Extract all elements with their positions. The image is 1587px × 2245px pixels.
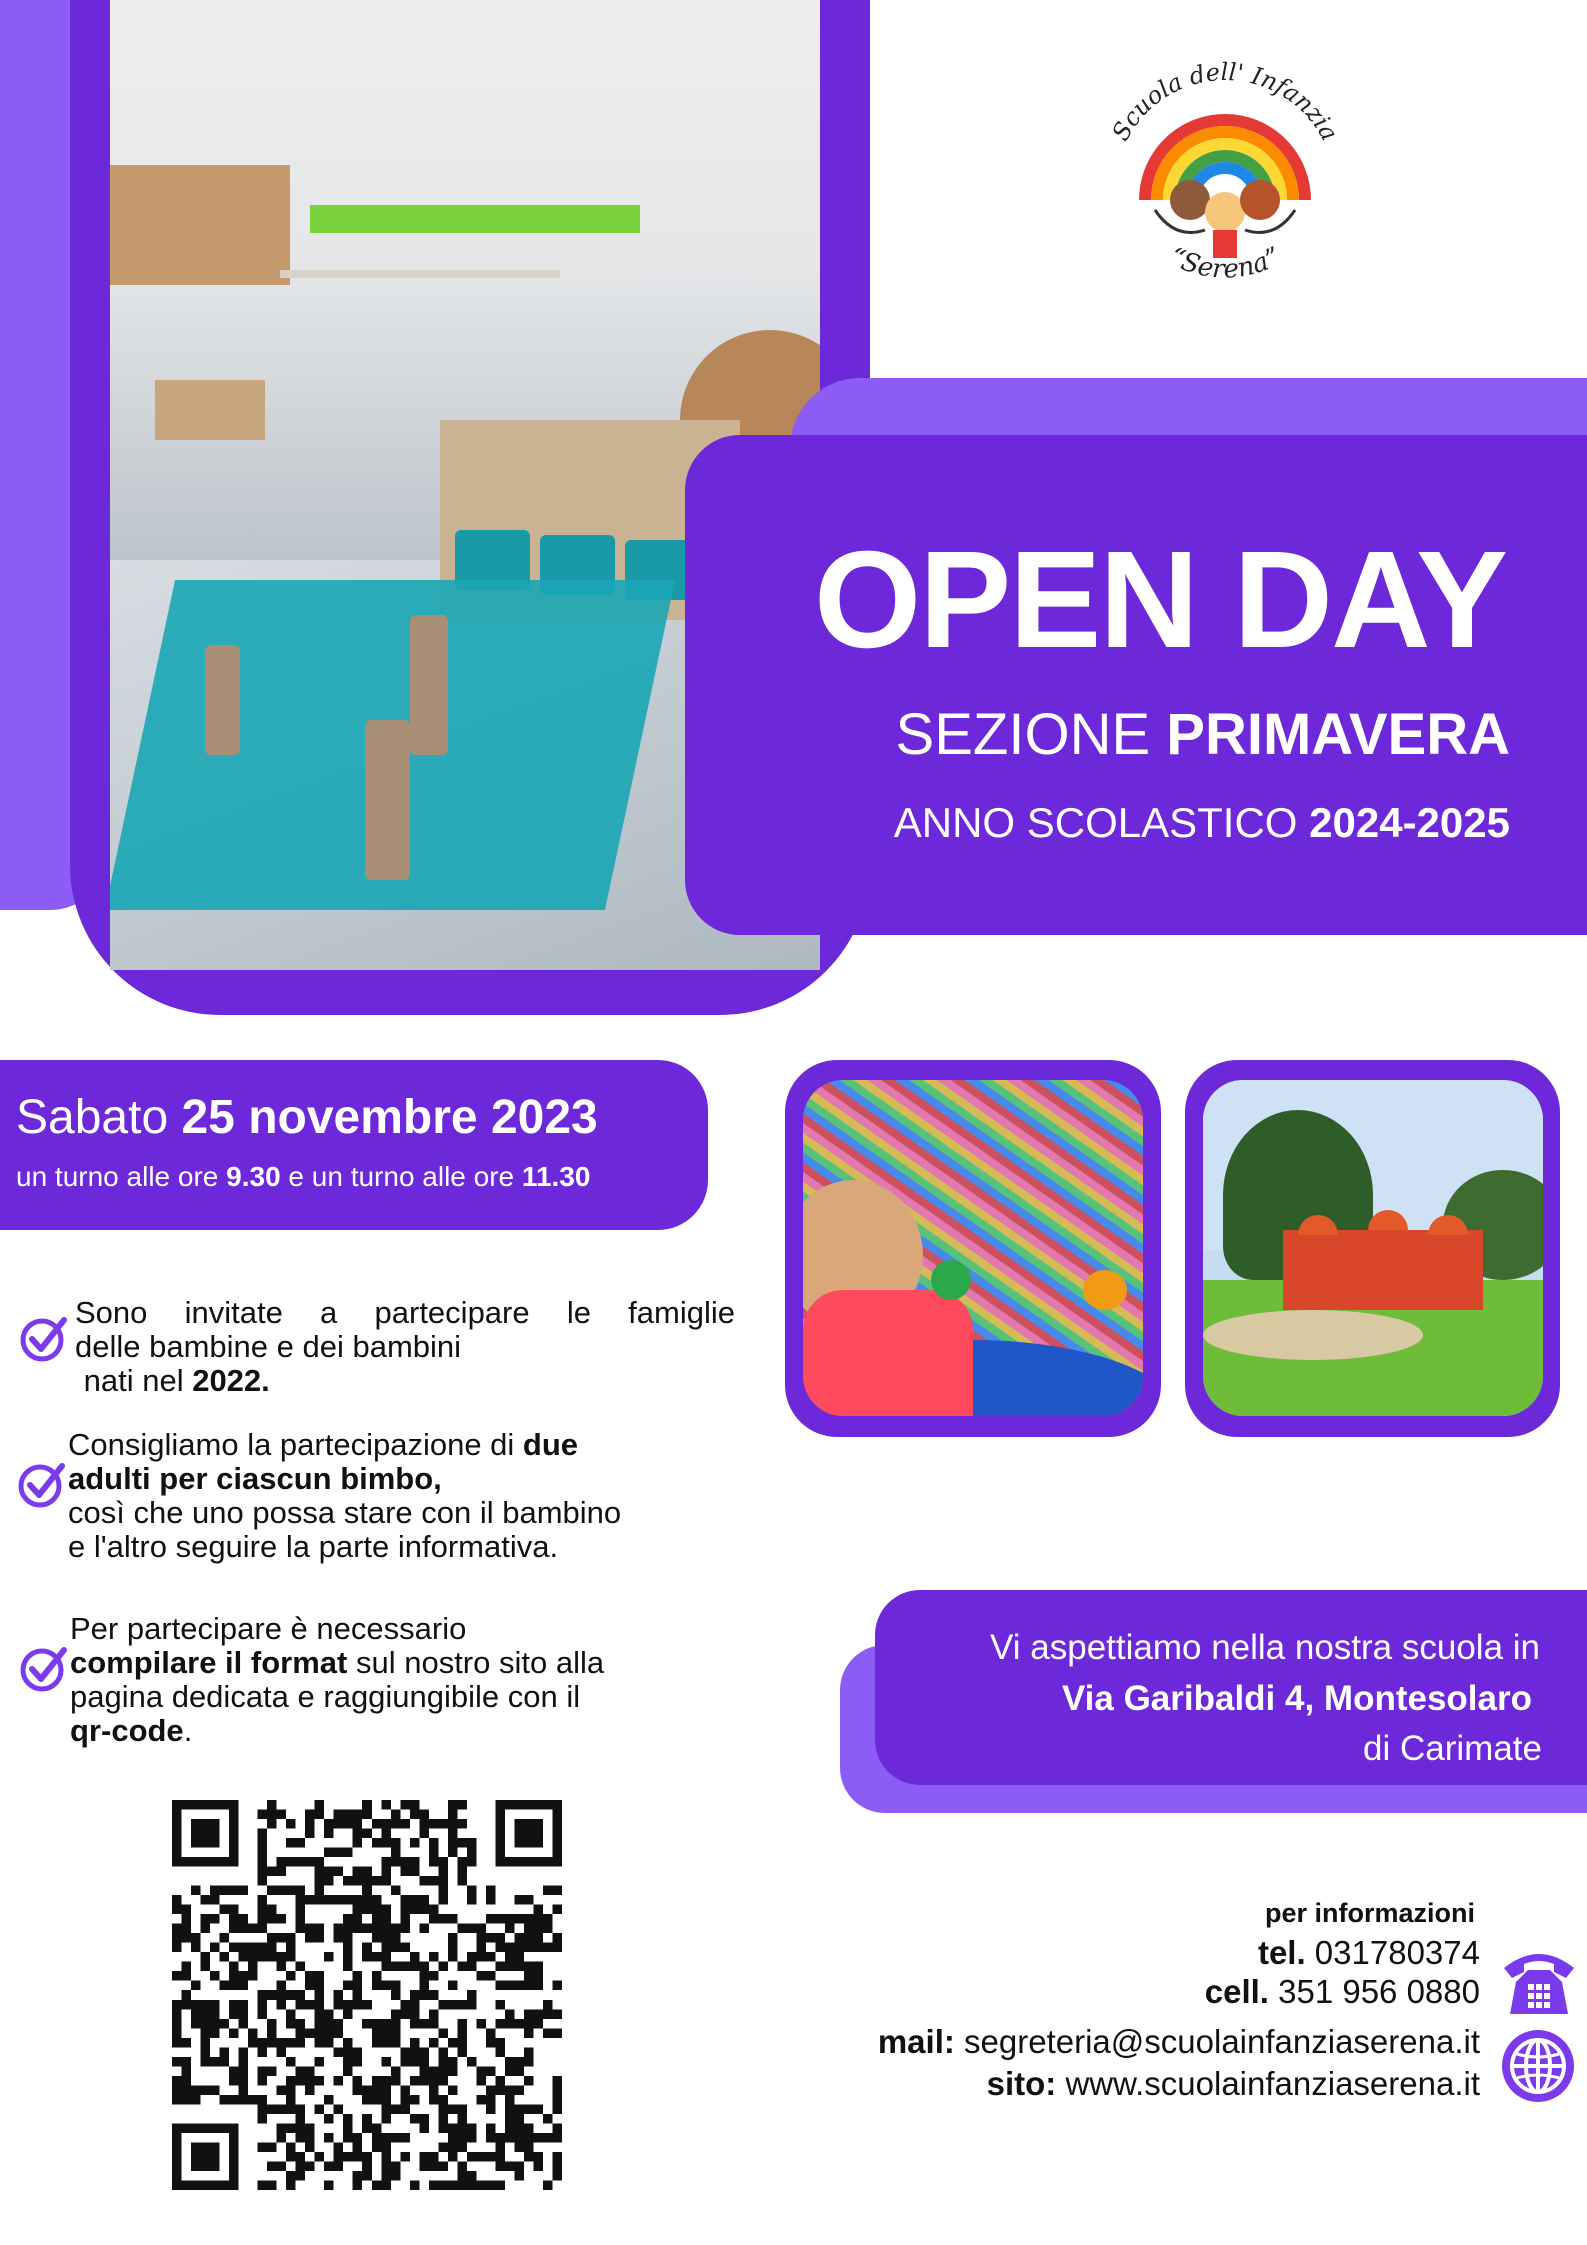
bullet-year: 2022. xyxy=(192,1363,270,1398)
check-circle-icon xyxy=(18,1312,70,1364)
photo-corkboard xyxy=(110,165,290,285)
qr-code[interactable] xyxy=(172,1800,562,2190)
svg-text:“Serena”: “Serena” xyxy=(1164,241,1286,285)
tel-label: tel. xyxy=(1257,1934,1306,1971)
bullet-participation xyxy=(68,1428,748,1564)
bullet-line: Per partecipare è necessario xyxy=(70,1611,467,1646)
school-year xyxy=(770,795,1510,851)
svg-text:Scuola dell' Infanzia: Scuola dell' Infanzia xyxy=(1106,57,1344,146)
check-circle-icon xyxy=(18,1642,70,1694)
mail-value: segreteria@scuolainfanziaserena.it xyxy=(954,2023,1480,2060)
address-street: Via Garibaldi 4, Montesolaro xyxy=(1061,1679,1532,1718)
bullet-registration xyxy=(70,1612,710,1748)
event-day: Sabato xyxy=(16,1091,182,1144)
year-value: 2024-2025 xyxy=(1309,799,1510,846)
mail-label: mail: xyxy=(877,2023,955,2060)
year-prefix: ANNO SCOLASTICO xyxy=(893,799,1310,846)
cell-label: cell. xyxy=(1204,1973,1269,2010)
email-link[interactable] xyxy=(700,2022,1480,2062)
school-logo xyxy=(1085,40,1365,320)
bullet-line: e l'altro seguire la parte informativa. xyxy=(68,1529,559,1564)
mobile-number[interactable] xyxy=(900,1972,1480,2012)
photo-cardboard-tube xyxy=(365,720,410,880)
event-shifts xyxy=(16,1158,590,1196)
open-day-banner xyxy=(685,435,1587,935)
address-intro: Vi aspettiamo nella nostra scuola in xyxy=(990,1628,1540,1667)
photo-cardboard-tube xyxy=(205,645,240,755)
bullet-line: delle bambine e dei bambini xyxy=(75,1329,462,1364)
shift-text: e un turno alle ore xyxy=(280,1161,522,1192)
website-link[interactable] xyxy=(700,2064,1480,2104)
bullet-line: . xyxy=(183,1713,193,1748)
check-circle-icon xyxy=(16,1458,68,1510)
photo-small-table xyxy=(155,380,265,440)
photo-play-structure xyxy=(1283,1230,1483,1310)
page-title: OPEN DAY xyxy=(813,523,1507,677)
section-prefix: SEZIONE xyxy=(895,702,1167,767)
bullet-line: nati nel xyxy=(83,1363,193,1398)
info-label: per informazioni xyxy=(1264,1898,1475,1928)
bullet-bold: due xyxy=(522,1427,579,1462)
phone-icon xyxy=(1498,1938,1580,2020)
sand-play-photo xyxy=(803,1080,1143,1416)
photo-upper-shelf xyxy=(280,270,560,278)
address-town: di Carimate xyxy=(1363,1729,1542,1768)
site-value: www.scuolainfanziaserena.it xyxy=(1056,2065,1480,2102)
cell-value: 351 956 0880 xyxy=(1268,1973,1480,2010)
bullet-line: così che uno possa stare con il bambino xyxy=(68,1495,622,1530)
shift-time: 9.30 xyxy=(226,1161,281,1192)
photo-child-body xyxy=(803,1290,973,1416)
shift-text: un turno alle ore xyxy=(16,1161,227,1192)
photo-cardboard-tube xyxy=(410,615,448,755)
photo-path xyxy=(1203,1310,1423,1360)
photo-green-shelf xyxy=(310,205,640,233)
bullet-line: pagina dedicata e raggiungibile con il xyxy=(70,1679,581,1714)
event-date-value: 25 novembre 2023 xyxy=(181,1091,598,1144)
bullet-bold: compilare il format xyxy=(70,1645,348,1680)
bullet-line: Sono invitate a partecipare le famiglie xyxy=(75,1295,735,1330)
bullet-line: Consigliamo la partecipazione di xyxy=(68,1427,523,1462)
section-name: PRIMAVERA xyxy=(1166,702,1510,767)
event-date xyxy=(16,1088,598,1148)
globe-icon xyxy=(1502,2030,1574,2102)
photo-orange-ball xyxy=(1083,1270,1127,1310)
shift-time: 11.30 xyxy=(521,1161,591,1192)
photo-green-ball xyxy=(931,1260,971,1300)
bullet-line: sul nostro sito alla xyxy=(347,1645,605,1680)
bullet-bold: qr-code xyxy=(70,1713,184,1748)
bullet-bold: adulti per ciascun bimbo, xyxy=(68,1461,442,1496)
tel-value: 031780374 xyxy=(1305,1934,1480,1971)
section-title xyxy=(770,700,1550,770)
bullet-invitation xyxy=(75,1296,735,1398)
phone-number[interactable] xyxy=(900,1933,1480,1973)
site-label: sito: xyxy=(986,2065,1057,2102)
playground-photo xyxy=(1203,1080,1543,1416)
